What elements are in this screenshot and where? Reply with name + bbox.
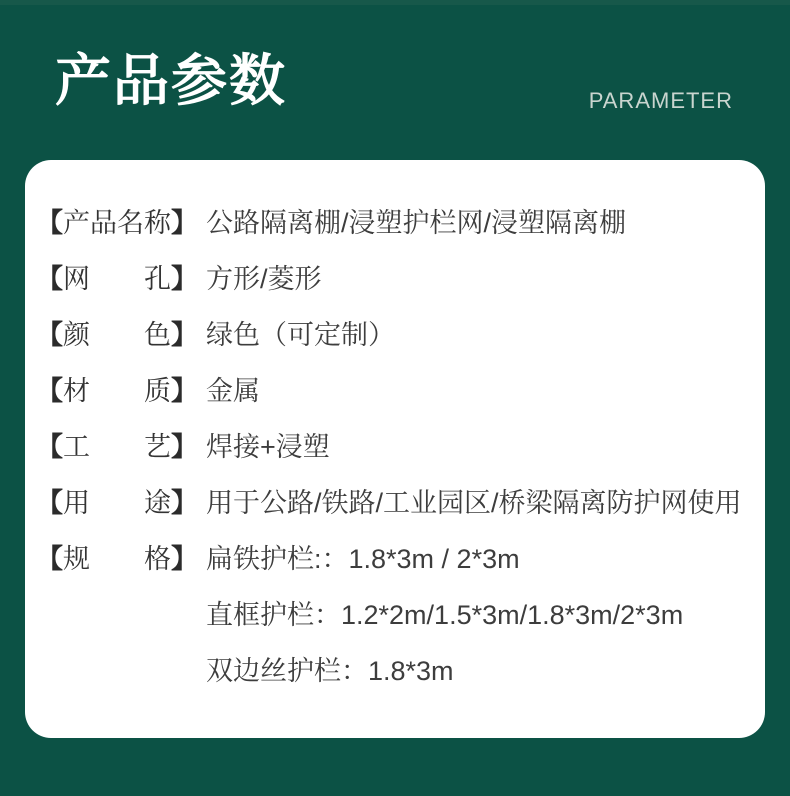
bracket-close: 】 (171, 488, 198, 518)
param-value-spec-flat-iron: 扁铁护栏:：1.8*3m / 2*3m (206, 544, 520, 574)
param-label-text: 产品名称 (63, 208, 171, 238)
bracket-close: 】 (171, 264, 198, 294)
parameter-card (25, 160, 765, 738)
bracket-open: 【 (36, 208, 63, 238)
row-material (36, 374, 749, 408)
param-label-text: 颜色 (63, 320, 171, 350)
row-color (36, 318, 749, 352)
bracket-open: 【 (36, 544, 63, 574)
bracket-open: 【 (36, 376, 63, 406)
param-label (36, 374, 198, 408)
row-process (36, 430, 749, 464)
param-value: 方形/菱形 (206, 264, 322, 294)
bracket-open: 【 (36, 320, 63, 350)
param-values (206, 542, 749, 688)
param-label-text: 材质 (63, 376, 171, 406)
param-value-spec-double-wire: 双边丝护栏：1.8*3m (206, 656, 454, 686)
param-label-text: 规格 (63, 544, 171, 574)
bracket-close: 】 (171, 376, 198, 406)
param-label (36, 430, 198, 464)
row-spec (36, 542, 749, 688)
page-subtitle: PARAMETER (588, 88, 733, 113)
row-product-name (36, 206, 749, 240)
param-values (206, 486, 749, 520)
bracket-close: 】 (171, 208, 198, 238)
param-values (206, 374, 749, 408)
page-title: 产品参数 (55, 49, 287, 112)
param-label (36, 318, 198, 352)
top-edge-strip (0, 0, 790, 5)
param-values (206, 318, 749, 352)
param-value: 公路隔离棚/浸塑护栏网/浸塑隔离棚 (206, 208, 627, 238)
param-value: 用于公路/铁路/工业园区/桥梁隔离防护网使用 (206, 488, 742, 518)
param-value: 焊接+浸塑 (206, 432, 330, 462)
bracket-open: 【 (36, 488, 63, 518)
param-label (36, 486, 198, 520)
param-label (36, 206, 198, 240)
bracket-open: 【 (36, 264, 63, 294)
param-label-text: 用途 (63, 488, 171, 518)
param-label-text: 网孔 (63, 264, 171, 294)
param-value-spec-straight-frame: 直框护栏：1.2*2m/1.5*3m/1.8*3m/2*3m (206, 600, 684, 630)
param-values (206, 430, 749, 464)
param-label (36, 542, 198, 576)
bracket-close: 】 (171, 544, 198, 574)
param-label (36, 262, 198, 296)
bracket-open: 【 (36, 432, 63, 462)
param-value: 绿色（可定制） (206, 320, 395, 350)
bracket-close: 】 (171, 432, 198, 462)
param-values (206, 206, 749, 240)
param-values (206, 262, 749, 296)
bracket-close: 】 (171, 320, 198, 350)
row-mesh (36, 262, 749, 296)
param-label-text: 工艺 (63, 432, 171, 462)
row-usage (36, 486, 749, 520)
param-value: 金属 (206, 376, 260, 406)
